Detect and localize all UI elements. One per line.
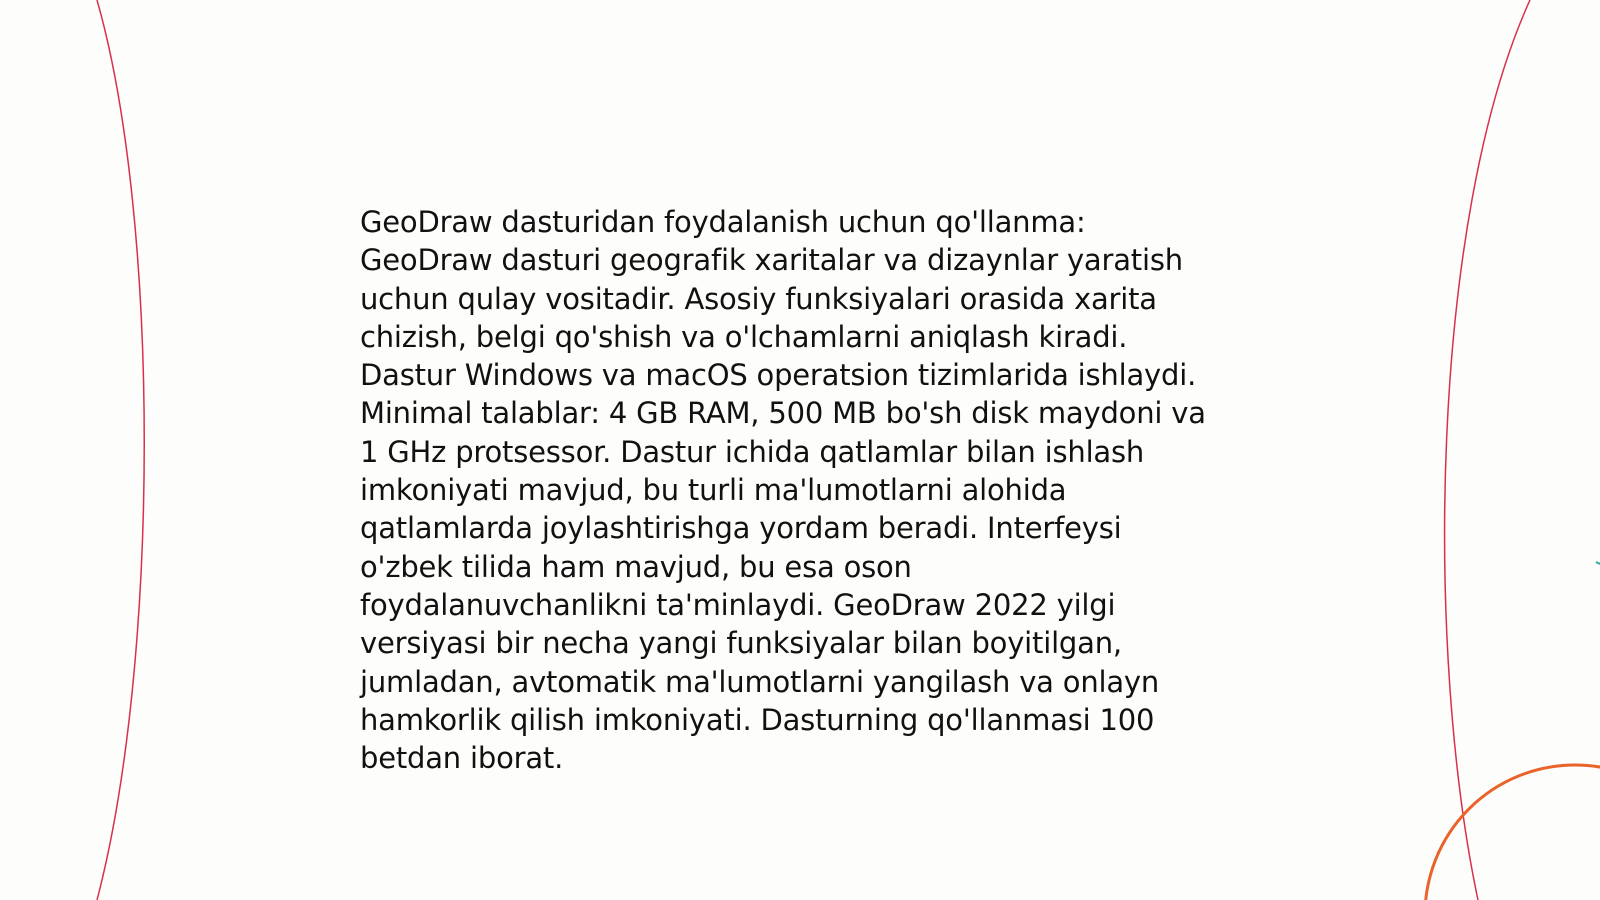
text-line: uchun qulay vositadir. Asosiy funksiyalari orasida xarita xyxy=(360,281,1157,316)
text-line: chizish, belgi qo'shish va o'lchamlarni aniqlash kiradi. xyxy=(360,319,1128,354)
text-line: versiyasi bir necha yangi funksiyalar bilan boyitilgan, xyxy=(360,626,1122,661)
guide-text-block xyxy=(360,203,1260,777)
right-arc-line xyxy=(1445,0,1530,900)
text-line: 1 GHz protsessor. Dastur ichida qatlamlar bilan ishlash xyxy=(360,434,1145,469)
text-line: imkoniyati mavjud, bu turli ma'lumotlarni alohida xyxy=(360,473,1067,508)
text-line: Dastur Windows va macOS operatsion tizimlarida ishlaydi. xyxy=(360,358,1197,393)
text-line: qatlamlarda joylashtirishga yordam beradi. Interfeysi xyxy=(360,511,1122,546)
text-line: foydalanuvchanlikni ta'minlaydi. GeoDraw 2022 yilgi xyxy=(360,587,1116,622)
text-line: o'zbek tilida ham mavjud, bu esa oson xyxy=(360,549,912,584)
text-line: Minimal talablar: 4 GB RAM, 500 MB bo'sh disk maydoni va xyxy=(360,396,1206,431)
text-line: jumladan, avtomatik ma'lumotlarni yangilash va onlayn xyxy=(360,664,1160,699)
teal-tick-decor xyxy=(1596,562,1600,564)
text-line: GeoDraw dasturidan foydalanish uchun qo'llanma: xyxy=(360,205,1086,239)
orange-circle-decor xyxy=(1425,765,1600,900)
text-line: GeoDraw dasturi geografik xaritalar va dizaynlar yaratish xyxy=(360,243,1183,278)
text-line: betdan iborat. xyxy=(360,741,564,776)
text-line: hamkorlik qilish imkoniyati. Dasturning qo'llanmasi 100 xyxy=(360,702,1155,737)
left-arc-line xyxy=(97,0,144,900)
